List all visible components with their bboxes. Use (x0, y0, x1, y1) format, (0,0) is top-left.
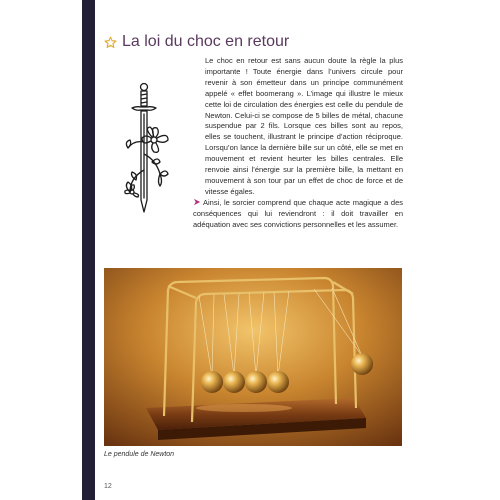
page-spine-bar (82, 0, 95, 500)
page-number: 12 (104, 483, 112, 490)
photo-caption: Le pendule de Newton (104, 451, 175, 458)
note-paragraph (193, 198, 403, 231)
note-text: Ainsi, le sorcier comprend que chaque acte magique a des conséquences qui lui reviendront : il doit travailler en adéquation avec ses convictions personnelles et les assumer. (193, 198, 403, 229)
star-outline-icon (104, 36, 117, 49)
dagger-with-flowers-icon (116, 82, 178, 214)
arrow-bullet-icon (193, 198, 202, 206)
body-paragraph: Le choc en retour est sans aucun doute la règle la plus importante ! Toute énergie dans l’univers circule pour revenir à son émetteur dans un principe communément appelé « effet boomerang ». L’image qui illustre le mieux cette loi de circulation des énergies est celle du pendule de Newton. Celui-ci se compose de 5 billes de métal, chacune suspendue par 2 fils. Lorsque ces billes sont au repos, elles se touchent, illustrant le principe d’action réciproque. Lorsqu’on lance la dernière bille sur un côté, elle se met en mouvement et revient heurter les billes centrales. Elle renvoie ainsi l’énergie sur la première bille, la mettant en mouvement à son tour par un effet de choc de force et de vitesse égales. (205, 56, 403, 196)
section-heading (104, 31, 289, 53)
section-title: La loi du choc en retour (122, 33, 290, 50)
newtons-cradle-photo (104, 268, 402, 446)
